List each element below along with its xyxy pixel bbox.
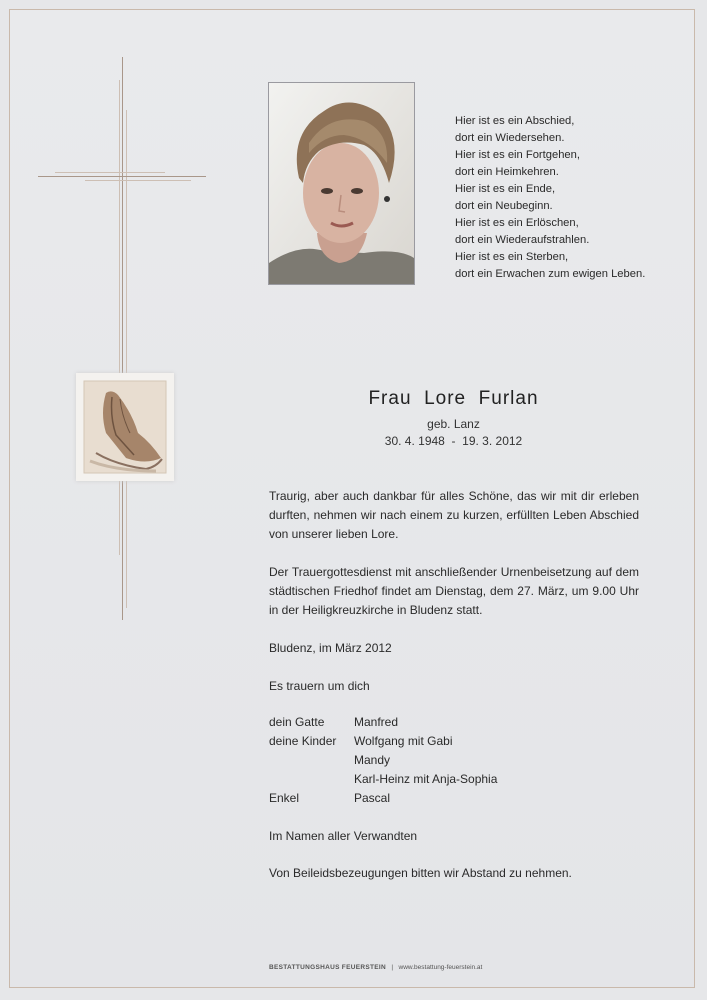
poem-line: Hier ist es ein Abschied, — [455, 115, 575, 127]
relation-label — [269, 770, 354, 789]
company-name: BESTATTUNGSHAUS FEUERSTEIN — [269, 964, 386, 971]
poem — [455, 113, 645, 283]
mourn-intro: Es trauern um dich — [269, 679, 370, 693]
poem-line: Hier ist es ein Sterben, — [455, 251, 569, 263]
company-url[interactable]: www.bestattung-feuerstein.at — [398, 964, 483, 971]
birth-name: geb. Lanz — [427, 417, 480, 431]
relatives-line: Im Namen aller Verwandten — [269, 829, 418, 843]
praying-hands-icon — [76, 373, 174, 481]
relation-label: dein Gatte — [269, 715, 325, 729]
relative-names: Wolfgang mit Gabi — [354, 734, 453, 748]
list-item — [269, 732, 497, 751]
text-paragraph: Der Trauergottesdienst mit anschließender Urnenbeisetzung auf dem städtischen Friedhof findet am Dienstag, dem 27. März, um 9.00 Uhr in der Heiligkreuzkirche in Bludenz statt. — [269, 565, 639, 617]
poem-line: Hier ist es ein Ende, — [455, 183, 556, 195]
condolence-note: Von Beileidsbezeugungen bitten wir Abstand zu nehmen. — [269, 866, 572, 880]
poem-line: dort ein Heimkehren. — [455, 166, 559, 178]
relative-names: Mandy — [354, 753, 391, 767]
relative-names: Manfred — [354, 715, 399, 729]
poem-line: dort ein Erwachen zum ewigen Leben. — [455, 268, 646, 280]
relative-names: Karl-Heinz mit Anja-Sophia — [354, 772, 498, 786]
relation-label: deine Kinder — [269, 734, 337, 748]
footer — [269, 964, 482, 971]
list-item — [269, 751, 497, 770]
relation-label: Enkel — [269, 791, 300, 805]
relative-names: Pascal — [354, 791, 391, 805]
list-item — [269, 713, 497, 732]
poem-line: dort ein Wiederaufstrahlen. — [455, 234, 590, 246]
portrait-photo — [268, 82, 415, 285]
deceased-name: Frau Lore Furlan — [368, 388, 539, 409]
poem-line: dort ein Neubeginn. — [455, 200, 553, 212]
footer-separator: | — [391, 964, 394, 971]
family-list — [269, 713, 497, 808]
list-item — [269, 789, 497, 808]
poem-line: dort ein Wiedersehen. — [455, 132, 565, 144]
poem-line: Hier ist es ein Fortgehen, — [455, 149, 580, 161]
life-dates: 30. 4. 1948 - 19. 3. 2012 — [384, 434, 523, 448]
list-item — [269, 770, 497, 789]
relation-label — [269, 751, 354, 770]
place-date: Bludenz, im März 2012 — [269, 641, 392, 655]
text-paragraph: Traurig, aber auch dankbar für alles Schöne, das wir mit dir erleben durften, nehmen wir nach einem zu kurzen, erfüllten Leben Abschied von unserer lieben Lore. — [269, 489, 639, 541]
poem-line: Hier ist es ein Erlöschen, — [455, 217, 579, 229]
